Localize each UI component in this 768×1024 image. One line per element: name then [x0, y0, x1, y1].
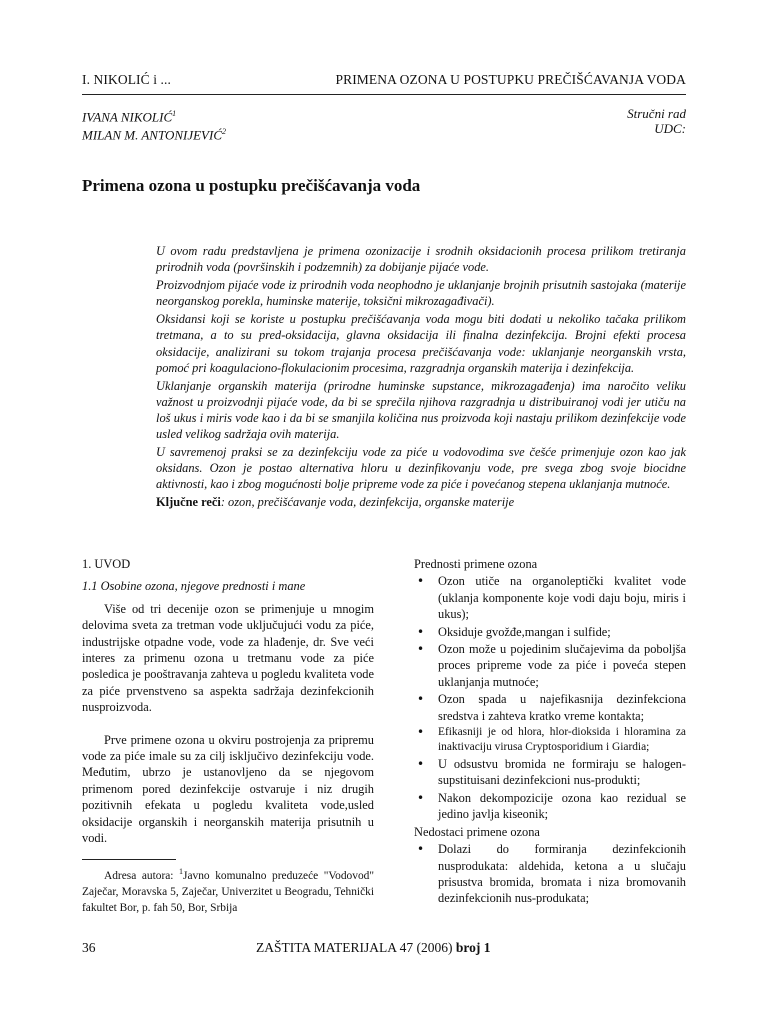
author-list	[82, 106, 226, 143]
footnote: Adresa autora: $^1$Javno komunalno preduzeće "Vodovod" Zaječar, Moravska 5, Zaječar, Univerzitet u Beogradu, Tehnički fakultet Bor, p. fah 50, Bor, Srbija	[82, 867, 374, 914]
keywords	[156, 494, 686, 510]
journal-citation: ZAŠTITA MATERIJALA 47 (2006) broj 1	[256, 940, 491, 955]
list-item: • Ozon može u pojedinim slučajevima da poboljša proces pripreme vode za piće i poveća stepen uklanjanja mutnoće;	[414, 641, 686, 690]
list-item: • U odsustvu bromida ne formiraju se halogen-supstituisani dezinfekcioni nus-produkti;	[414, 756, 686, 789]
issue-number: broj 1	[455, 940, 491, 955]
running-header-left: I. NIKOLIĆ i ...	[82, 72, 171, 87]
list-item: • Efikasniji je od hlora, hlor-dioksida i hloramina za inaktivaciju virusa Cryptosporidium i Giardia;	[414, 725, 686, 755]
disadvantages-list	[414, 841, 686, 907]
page-number: 36	[82, 940, 96, 955]
right-column	[414, 556, 686, 908]
abstract-paragraph: U savremenoj praksi se za dezinfekciju vode za piće u vodovodima sve češće primenjuje ozon kao jak oksidans. Ozon je postao alternativa hloru u dezinfikovanju vode, pre svega zbog svoje biocidne aktivnosti, kao i zbog mogućnosti bolje pripreme vode za piće i povećanog stepena uklanjanja mutnoće.	[156, 445, 686, 492]
list-item: • Nakon dekompozicije ozona kao rezidual se jedino javlja kiseonik;	[414, 790, 686, 823]
list-item: • Oksiduje gvožđe,mangan i sulfide;	[414, 624, 686, 640]
advantages-heading: Prednosti primene ozona	[414, 557, 538, 571]
abstract-paragraph: Uklanjanje organskih materija (prirodne huminske supstance, mikrozagađenja) ima naročito veliku važnost u proizvodnji pijaće vode, da bi se sprečila njihova razgradnja u distribuiranoj vodi jer utiču na loš ukus i miris vode kao i da bi se smanjila količina nus proizvoda koji nastaju prilikom dezinfekcije vode usled velikog sadržaja ovih materija.	[156, 378, 686, 442]
running-header-right: PRIMENA OZONA U POSTUPKU PREČIŠĆAVANJA VODA	[335, 72, 686, 87]
advantages-list	[414, 573, 686, 822]
abstract	[156, 243, 686, 513]
author-2: MILAN M. ANTONIJEVIĆ$^2$	[82, 127, 226, 143]
paper-title: Primena ozona u postupku prečišćavanja voda	[82, 176, 421, 195]
body-paragraph: Više od tri decenije ozon se primenjuje u mnogim delovima sveta za tretman vode uključujući vodu za piće, industrijske otpadne vode, vode za hlađenje, dr. Sve veći interes za primenu ozona u tretmanu vode za piće posledica je pooštravanja zahteva u pogledu kvaliteta vode za piće prvenstveno sa aspekta sadržaja dezinfekcionih nusproizvoda.	[82, 601, 374, 715]
udc-label: UDC:	[654, 121, 686, 136]
header-rule	[82, 94, 686, 95]
body-paragraph: Prve primene ozona u okviru postrojenja za pripremu vode za piće imale su za cilj isključivo dezinfekciju vode. Međutim, ubrzo je ustanovljeno da se njegovom primenom pored dezinfekcije ostvaruje i niz drugih pozitivnih efekata u pogledu kvaliteta vode,usled oksidacije organskih i neorganskih materija prisutnih u vodi.	[82, 732, 374, 846]
section-heading: 1. UVOD	[82, 557, 131, 571]
list-item: • Ozon spada u najefikasnija dezinfekciona sredstva i zahteva kratko vreme kontakta;	[414, 691, 686, 724]
disadvantages-heading: Nedostaci primene ozona	[414, 824, 540, 839]
list-item: • Ozon utiče na organoleptički kvalitet vode (uklanja komponente koje vodi daju boju, miris i ukus);	[414, 573, 686, 622]
keywords-text: : ozon, prečišćavanje voda, dezinfekcija, organske materije	[220, 495, 515, 510]
left-column	[82, 556, 374, 847]
subsection-heading: 1.1 Osobine ozona, njegove prednosti i mane	[82, 579, 306, 594]
list-item: • Dolazi do formiranja dezinfekcionih nusprodukata: aldehida, ketona a u slučaju prisustva bromida, bromata i niza bromovanih dezinfekcionih nus-produkata;	[414, 841, 686, 907]
author-1: IVANA NIKOLIĆ$^1$	[82, 109, 177, 125]
abstract-paragraph: U ovom radu predstavljena je primena ozonizacije i srodnih oksidacionih procesa prilikom tretiranja prirodnih voda (površinskih i podzemnih) za dobijanje pijaće vode.	[156, 244, 686, 275]
footnote-rule	[82, 859, 176, 860]
abstract-paragraph: Proizvodnjom pijaće vode iz prirodnih voda neophodno je uklanjanje brojnih prisutnih sastojaka (materije neorganskog porekla, huminske materije, toksični mikrozagađivači).	[156, 278, 686, 309]
paper-meta	[627, 106, 686, 136]
paper-type: Stručni rad	[627, 106, 686, 121]
abstract-paragraph: Oksidansi koji se koriste u postupku prečišćavanja voda mogu biti dodati u nekoliko tačaka prilikom tretmana, a to su pred-oksidacija, glavna oksidacija ili finalna dezinfekcija. Brojni efekti procesa oksidacije, analizirani su tokom trajanja procesa prečišćavanja vode: uklanjanje neorganskih vrsta, pomoć pri koagulaciono-flokulacionim procesima, razgradnja organskih materija i dezinfekcija.	[156, 312, 686, 375]
keywords-label: Ključne reči	[156, 495, 221, 510]
